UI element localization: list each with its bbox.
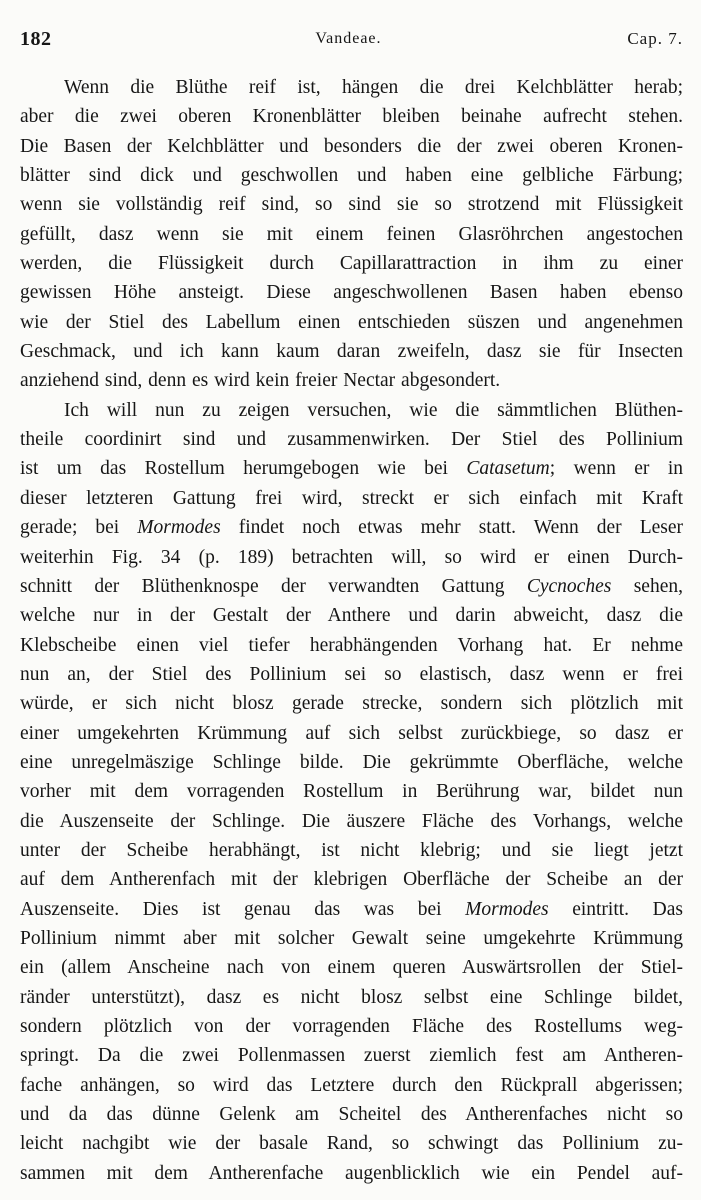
text-segment: ist um das Rostellum herumgebogen wie bei (20, 458, 467, 480)
text-line: anziehend sind, denn es wird kein freier Nectar abgesondert. (20, 370, 501, 392)
text-line: springt. Da die zwei Pollenmassen zuerst ziemlich fest am Antheren- (20, 1045, 683, 1067)
text-line: weiterhin Fig. 34 (p. 189) betrachten will, so wird er einen Durch- (20, 546, 683, 568)
text-line: leicht nachgibt wie der basale Rand, so schwingt das Pollinium zu- (20, 1133, 683, 1155)
body-text (20, 73, 683, 1188)
text-line: fache anhängen, so wird das Letztere durch den Rückprall abgerissen; (20, 1074, 683, 1096)
text-line: nun an, der Stiel des Pollinium sei so elastisch, dasz wenn er frei (20, 663, 683, 685)
text-segment: findet noch etwas mehr statt. Wenn der Leser (220, 517, 683, 539)
text-line: Klebscheibe einen viel tiefer herabhängenden Vorhang hat. Er nehme (20, 634, 683, 656)
text-line: sammen mit dem Antherenfache augenblicklich wie ein Pendel auf- (20, 1162, 683, 1184)
text-line: aber die zwei oberen Kronenblätter bleiben beinahe aufrecht stehen. (20, 106, 683, 128)
running-head (20, 24, 683, 54)
text-segment: gerade; bei (20, 517, 138, 539)
text-line: würde, er sich nicht blosz gerade strecke, sondern sich plötzlich mit (20, 693, 683, 715)
text-line: gefüllt, dasz wenn sie mit einem feinen Glasröhrchen angestochen (20, 223, 683, 245)
text-line: sondern plötzlich von der vorragenden Fläche des Rostellums weg- (20, 1016, 683, 1037)
text-segment: schnitt der Blüthenknospe der verwandten Gattung (20, 575, 527, 597)
text-line: einer umgekehrten Krümmung auf sich selbst zurückbiege, so dasz er (20, 722, 683, 744)
text-line: Pollinium nimmt aber mit solcher Gewalt seine umgekehrte Krümmung (20, 927, 683, 949)
text-line: Die Basen der Kelchblätter und besonders die der zwei oberen Kronen- (20, 135, 683, 157)
text-line (20, 454, 683, 483)
text-line: Geschmack, und ich kann kaum daran zweifeln, dasz sie für Insecten (20, 341, 683, 363)
text-segment: eintritt. Das (548, 898, 683, 920)
text-line: welche nur in der Gestalt der Anthere und darin abweicht, dasz die (20, 605, 683, 627)
text-line: Wenn die Blüthe reif ist, hängen die drei Kelchblätter herab; (64, 77, 683, 98)
text-line: eine unregelmäszige Schlinge bilde. Die gekrümmte Oberfläche, welche (20, 751, 683, 773)
text-line: auf dem Antherenfach mit der klebrigen Oberfläche der Scheibe an der (20, 869, 683, 891)
text-line: vorher mit dem vorragenden Rostellum in Berührung war, bildet nun (20, 781, 683, 803)
text-segment: ; wenn er in (549, 458, 683, 480)
text-line: die Auszenseite der Schlinge. Die äuszere Fläche des Vorhangs, welche (20, 810, 683, 832)
text-line (20, 572, 683, 601)
text-line: unter der Scheibe herabhängt, ist nicht klebrig; und sie liegt jetzt (20, 839, 683, 861)
text-line (20, 895, 683, 924)
text-line: wie der Stiel des Labellum einen entschieden süszen und angenehmen (20, 311, 683, 333)
running-title: Vandeae. (315, 30, 382, 47)
italic-term: Mormodes (137, 517, 221, 539)
text-line: gewissen Höhe ansteigt. Diese angeschwollenen Basen haben ebenso (20, 282, 683, 304)
text-line: ränder unterstützt), dasz es nicht blosz selbst eine Schlinge bildet, (20, 986, 683, 1008)
text-line: und da das dünne Gelenk am Scheitel des Antherenfaches nicht so (20, 1104, 683, 1126)
text-segment: Auszenseite. Dies ist genau das was bei (20, 898, 466, 920)
chapter-label: Cap. 7. (627, 29, 683, 48)
italic-term: Cycnoches (526, 575, 612, 597)
text-line: werden, die Flüssigkeit durch Capillarattraction in ihm zu einer (20, 253, 683, 275)
text-line: wenn sie vollständig reif sind, so sind sie so strotzend mit Flüssigkeit (20, 194, 683, 216)
text-line: theile coordinirt sind und zusammenwirken. Der Stiel des Pollinium (20, 429, 683, 451)
paragraph (20, 73, 683, 396)
text-line: dieser letzteren Gattung frei wird, streckt er sich einfach mit Kraft (20, 487, 683, 509)
italic-term: Mormodes (465, 898, 549, 920)
text-line (20, 513, 683, 542)
page-number: 182 (20, 27, 52, 50)
italic-term: Catasetum (466, 458, 550, 480)
text-segment: sehen, (611, 575, 683, 597)
text-line: ein (allem Anscheine nach von einem queren Auswärtsrollen der Stiel- (20, 957, 683, 979)
text-line: blätter sind dick und geschwollen und haben eine gelbliche Färbung; (20, 165, 683, 187)
paragraph (20, 396, 683, 1188)
text-line: Ich will nun zu zeigen versuchen, wie die sämmtlichen Blüthen- (64, 399, 683, 421)
